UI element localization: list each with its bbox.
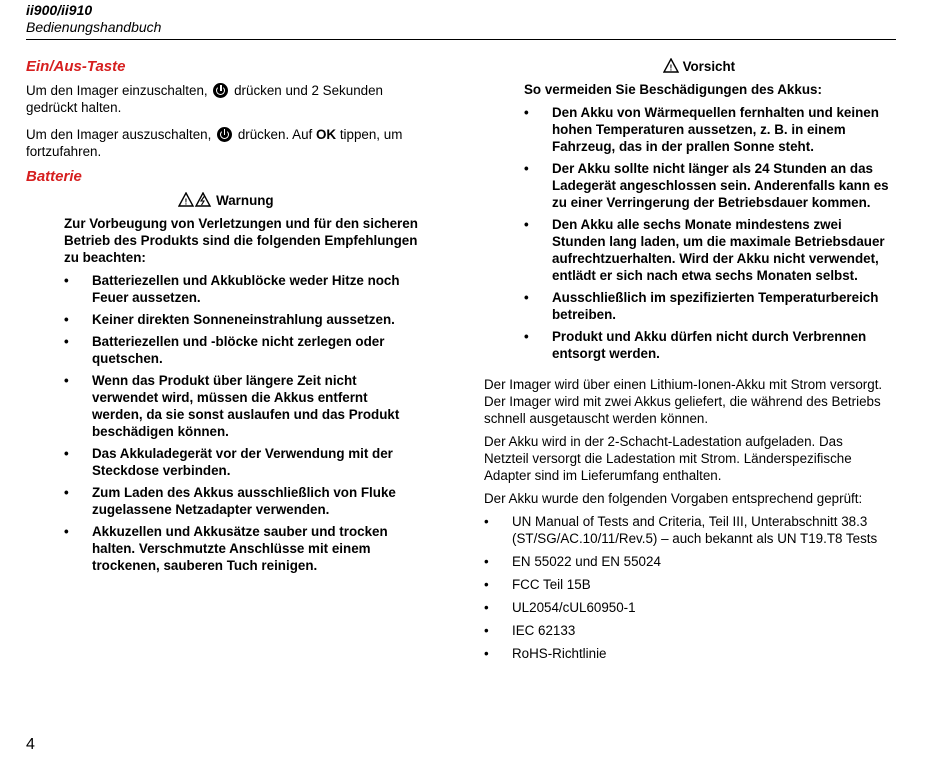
power-button-icon xyxy=(217,127,232,142)
svg-text:!: ! xyxy=(185,197,188,207)
list-item: • Batteriezellen und -blöcke nicht zerlegen oder quetschen. xyxy=(64,334,385,366)
header-model: ii900/ii910 xyxy=(26,2,93,18)
header-divider xyxy=(26,39,896,40)
battery-heading: Batterie xyxy=(26,168,82,185)
ok-label: OK xyxy=(316,127,337,142)
warning-list xyxy=(64,272,419,574)
list-item: • FCC Teil 15B xyxy=(484,577,591,592)
list-item: • Den Akku alle sechs Monate mindestens zwei Stunden lang laden, um die maximale Betriebsdauer aufrechtzuerhalten. Wird der Akku nicht verwendet, entlädt er sich nach etwa sechs Monaten selbst. xyxy=(524,217,885,283)
power-off-text-before: Um den Imager auszuschalten, xyxy=(26,127,212,142)
warning-title: Warnung xyxy=(216,193,274,208)
warning-heading xyxy=(26,192,426,209)
standards-list xyxy=(484,513,894,662)
svg-text:!: ! xyxy=(669,63,673,73)
power-button-icon xyxy=(213,83,228,98)
power-off-text-after: tippen, um fortzufahren. xyxy=(26,127,403,159)
list-item: • Zum Laden des Akkus ausschließlich von Fluke zugelassene Netzadapter verwenden. xyxy=(64,485,396,517)
list-item: • Produkt und Akku dürfen nicht durch Verbrennen entsorgt werden. xyxy=(524,329,867,361)
list-item: • Ausschließlich im spezifizierten Temperaturbereich betreiben. xyxy=(524,290,879,322)
battery-paragraph-2: Der Akku wird in der 2-Schacht-Ladestation aufgeladen. Das Netzteil versorgt die Ladestation mit Strom. Länderspezifische Adapter sind im Lieferumfang enthalten. xyxy=(484,434,852,483)
power-on-paragraph xyxy=(26,82,426,116)
warning-intro: Zur Vorbeugung von Verletzungen und für den sicheren Betrieb des Produkts sind die folgenden Empfehlungen zu beachten: xyxy=(64,216,418,265)
battery-paragraph-1: Der Imager wird über einen Lithium-Ionen-Akku mit Strom versorgt. Der Imager wird mit zwei Akkus geliefert, die während des Betriebs schnell ausgetauscht werden können. xyxy=(484,377,883,426)
power-on-text-before: Um den Imager einzuschalten, xyxy=(26,83,208,98)
power-off-text-middle: drücken. Auf xyxy=(237,127,313,142)
list-item: • RoHS-Richtlinie xyxy=(484,646,607,661)
caution-triangle-icon xyxy=(663,58,679,73)
caution-list xyxy=(524,104,894,362)
page-number: 4 xyxy=(26,736,35,753)
left-column xyxy=(26,58,426,579)
list-item: • Der Akku sollte nicht länger als 24 Stunden an das Ladegerät angeschlossen sein. Anderenfalls kann es zu einer Verringerung der Betriebsdauer kommen. xyxy=(524,161,889,210)
caution-intro: So vermeiden Sie Beschädigungen des Akkus: xyxy=(524,82,822,97)
list-item: • UN Manual of Tests and Criteria, Teil III, Unterabschnitt 38.3 (ST/SG/AC.10/11/Rev.5) – auch bekannt als UN T19.T8 Tests xyxy=(484,514,878,546)
caution-title: Vorsicht xyxy=(682,59,736,74)
list-item: • Wenn das Produkt über längere Zeit nicht verwendet wird, müssen die Akkus entfernt werden, da sie sonst auslaufen und das Produkt beschädigen können. xyxy=(64,373,400,439)
warning-triangle-icons xyxy=(178,192,212,207)
battery-paragraph-3: Der Akku wurde den folgenden Vorgaben entsprechend geprüft: xyxy=(484,491,863,506)
page-header xyxy=(26,2,896,36)
list-item: • Den Akku von Wärmequellen fernhalten und keinen hohen Temperaturen aussetzen, z. B. in einem Fahrzeug, das in der prallen Sonne steht. xyxy=(524,105,879,154)
power-on-text-after: drücken und 2 Sekunden gedrückt halten. xyxy=(26,83,383,115)
right-column xyxy=(484,58,904,668)
list-item: • IEC 62133 xyxy=(484,623,576,638)
list-item: • Batteriezellen und Akkublöcke weder Hitze noch Feuer aussetzen. xyxy=(64,273,400,305)
list-item: • Das Akkuladegerät vor der Verwendung mit der Steckdose verbinden. xyxy=(64,446,393,478)
power-off-paragraph xyxy=(26,126,426,160)
list-item: • Akkuzellen und Akkusätze sauber und trocken halten. Verschmutzte Anschlüsse mit einem trockenen, sauberen Tuch reinigen. xyxy=(64,524,388,573)
power-button-heading: Ein/Aus-Taste xyxy=(26,58,126,75)
caution-heading xyxy=(484,58,914,75)
list-item: • UL2054/cUL60950-1 xyxy=(484,600,636,615)
header-manual-title: Bedienungshandbuch xyxy=(26,19,162,35)
list-item: • Keiner direkten Sonneneinstrahlung aussetzen. xyxy=(64,312,395,327)
list-item: • EN 55022 und EN 55024 xyxy=(484,554,661,569)
